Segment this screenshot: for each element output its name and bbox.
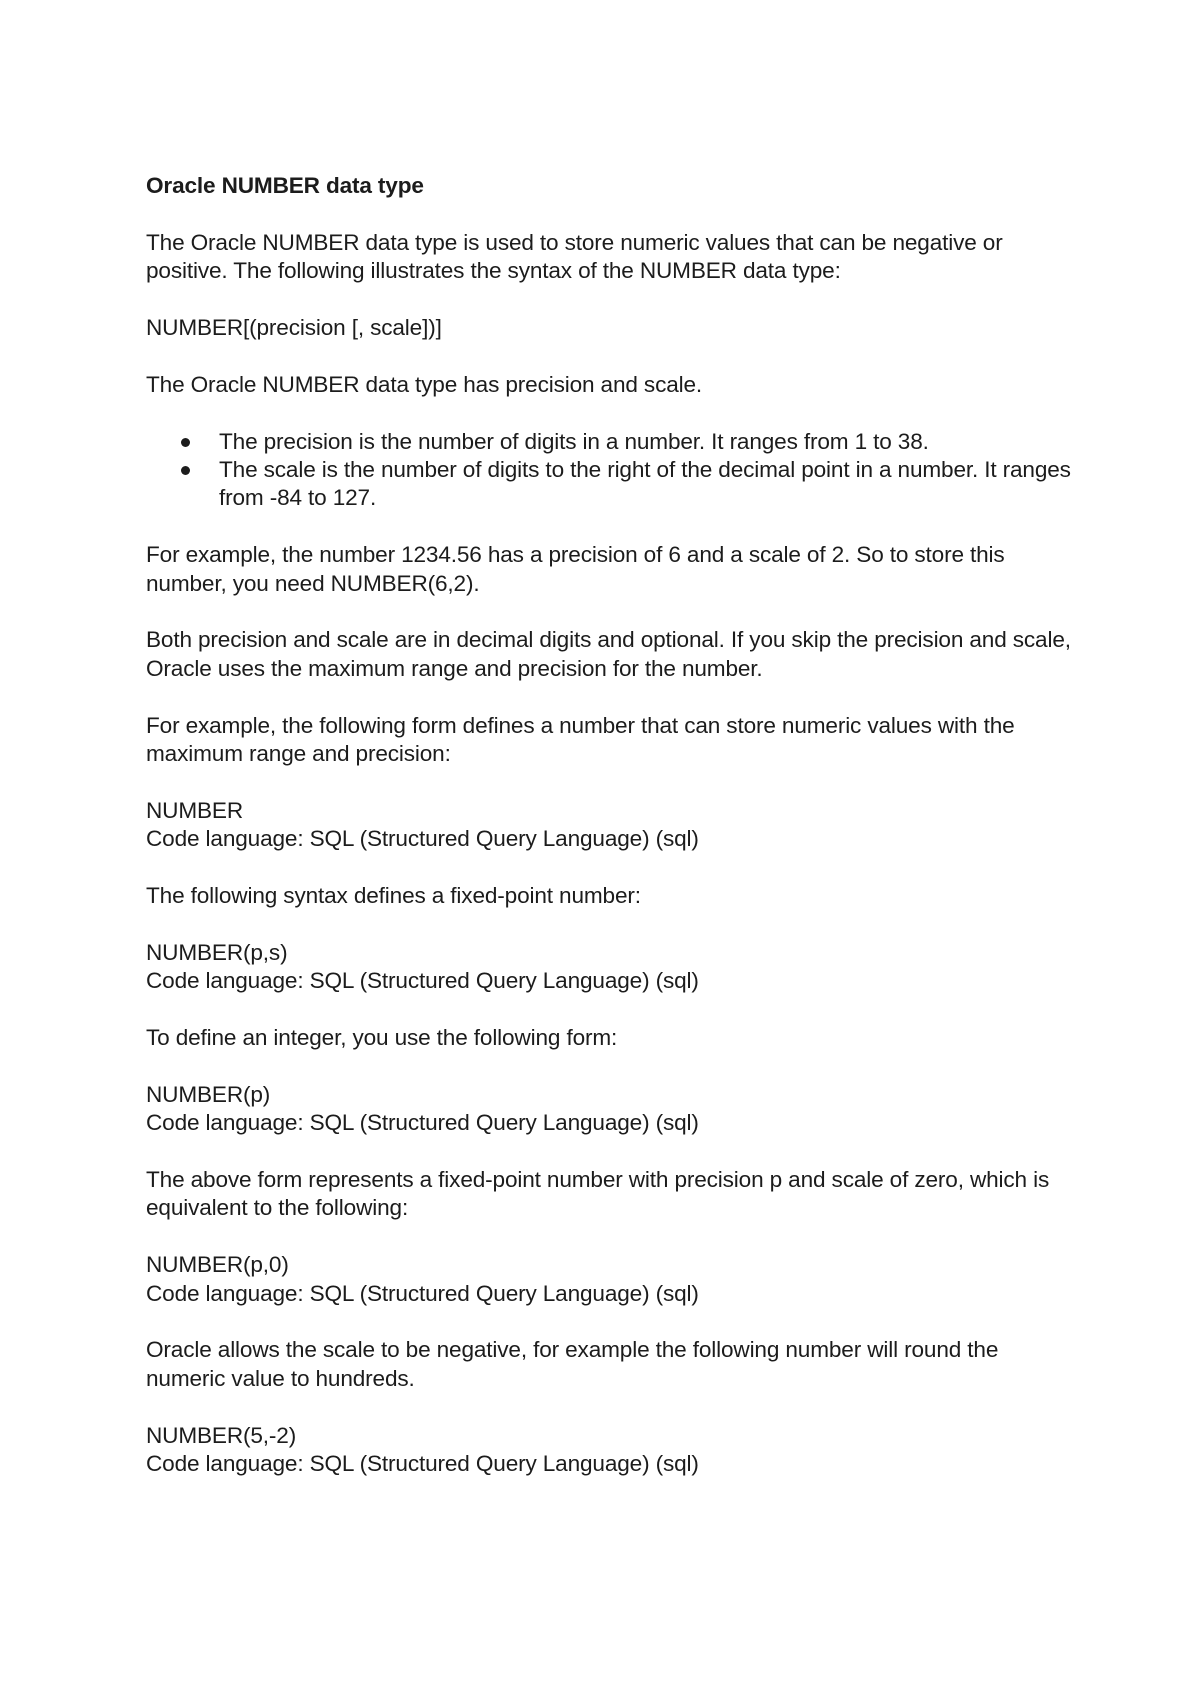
fixed-point-paragraph: The following syntax defines a fixed-point number: xyxy=(146,883,641,909)
integer-paragraph: To define an integer, you use the following form: xyxy=(146,1025,618,1051)
code-line: NUMBER(p,0) xyxy=(146,1252,289,1278)
bullet-icon xyxy=(181,466,190,475)
list-item-scale xyxy=(146,456,1076,513)
code-line: NUMBER(p,s) xyxy=(146,939,288,965)
code-language-caption: Code language: SQL (Structured Query Language) (sql) xyxy=(146,1110,699,1136)
example-precision-paragraph: For example, the number 1234.56 has a precision of 6 and a scale of 2. So to store this number, you need NUMBER(6,2). xyxy=(146,542,1005,596)
equivalent-paragraph: The above form represents a fixed-point number with precision p and scale of zero, which is equivalent to the following: xyxy=(146,1167,1050,1221)
optional-note-paragraph: Both precision and scale are in decimal digits and optional. If you skip the precision and scale, Oracle uses the maximum range and precision for the number. xyxy=(146,627,1071,681)
code-block-number-p xyxy=(146,1081,1076,1138)
code-block-number-ps xyxy=(146,939,1076,996)
document-title: Oracle NUMBER data type xyxy=(146,173,424,198)
bullet-icon xyxy=(181,438,190,447)
list-item-text: The scale is the number of digits to the right of the decimal point in a number. It ranges from -84 to 127. xyxy=(219,457,1071,511)
precision-scale-list xyxy=(146,428,1076,513)
max-range-paragraph: For example, the following form defines a number that can store numeric values with the maximum range and precision: xyxy=(146,712,1015,767)
negative-scale-paragraph: Oracle allows the scale to be negative, for example the following number will round the numeric value to hundreds. xyxy=(146,1337,999,1391)
syntax-line: NUMBER[(precision [, scale])] xyxy=(146,315,442,340)
code-line: NUMBER(p) xyxy=(146,1081,271,1107)
code-language-caption: Code language: SQL (Structured Query Language) (sql) xyxy=(146,968,699,994)
list-item-text: The precision is the number of digits in a number. It ranges from 1 to 38. xyxy=(219,428,929,454)
code-language-caption: Code language: SQL (Structured Query Language) (sql) xyxy=(146,1451,699,1477)
precision-scale-paragraph: The Oracle NUMBER data type has precision and scale. xyxy=(146,371,703,397)
code-language-caption: Code language: SQL (Structured Query Language) (sql) xyxy=(146,1280,699,1306)
intro-paragraph: The Oracle NUMBER data type is used to store numeric values that can be negative or positive. The following illustrates the syntax of the NUMBER data type: xyxy=(146,229,1003,284)
document-page xyxy=(146,172,1076,1507)
list-item-precision xyxy=(146,428,1076,456)
code-line: NUMBER xyxy=(146,797,244,823)
code-block-number-5-neg2 xyxy=(146,1422,1076,1479)
code-block-number xyxy=(146,797,1076,854)
code-block-number-p0 xyxy=(146,1251,1076,1308)
code-line: NUMBER(5,-2) xyxy=(146,1422,297,1448)
code-language-caption: Code language: SQL (Structured Query Language) (sql) xyxy=(146,826,699,852)
